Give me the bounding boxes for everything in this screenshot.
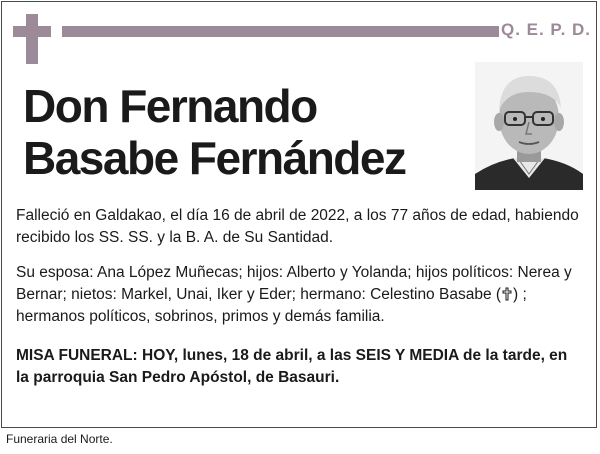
family-paragraph (16, 262, 584, 328)
family-text-end: ) ; hermanos políticos, sobrinos, primos y demás familia. (16, 286, 527, 325)
death-notice-paragraph: Falleció en Galdakao, el día 16 de abril de 2022, a los 77 años de edad, habiendo recibido los SS. SS. y la B. A. de Su Santidad. (16, 207, 579, 246)
name-line-2: Basabe Fernández (23, 132, 406, 184)
portrait-illustration (475, 62, 583, 190)
portrait-photo (475, 62, 583, 190)
deceased-cross-icon (501, 287, 513, 301)
funeral-home-credit: Funeraria del Norte. (6, 432, 113, 446)
deceased-name (23, 80, 463, 184)
header-bar (62, 26, 499, 37)
funeral-mass-paragraph: MISA FUNERAL: HOY, lunes, 18 de abril, a las SEIS Y MEDIA de la tarde, en la parroquia San Pedro Apóstol, de Basauri. (16, 347, 568, 386)
family-text-start: Su esposa: Ana López Muñecas; hijos: Alberto y Yolanda; hijos políticos: Nerea y Bernar; nietos: Markel, Unai, Iker y Eder; hermano: Celestino Basabe ( (16, 264, 572, 303)
name-line-1: Don Fernando (23, 80, 317, 132)
qepd-badge: Q. E. P. D. (500, 20, 592, 39)
cross-icon-horizontal (13, 26, 51, 37)
obituary-card (1, 1, 597, 428)
cross-icon-vertical (26, 14, 38, 64)
